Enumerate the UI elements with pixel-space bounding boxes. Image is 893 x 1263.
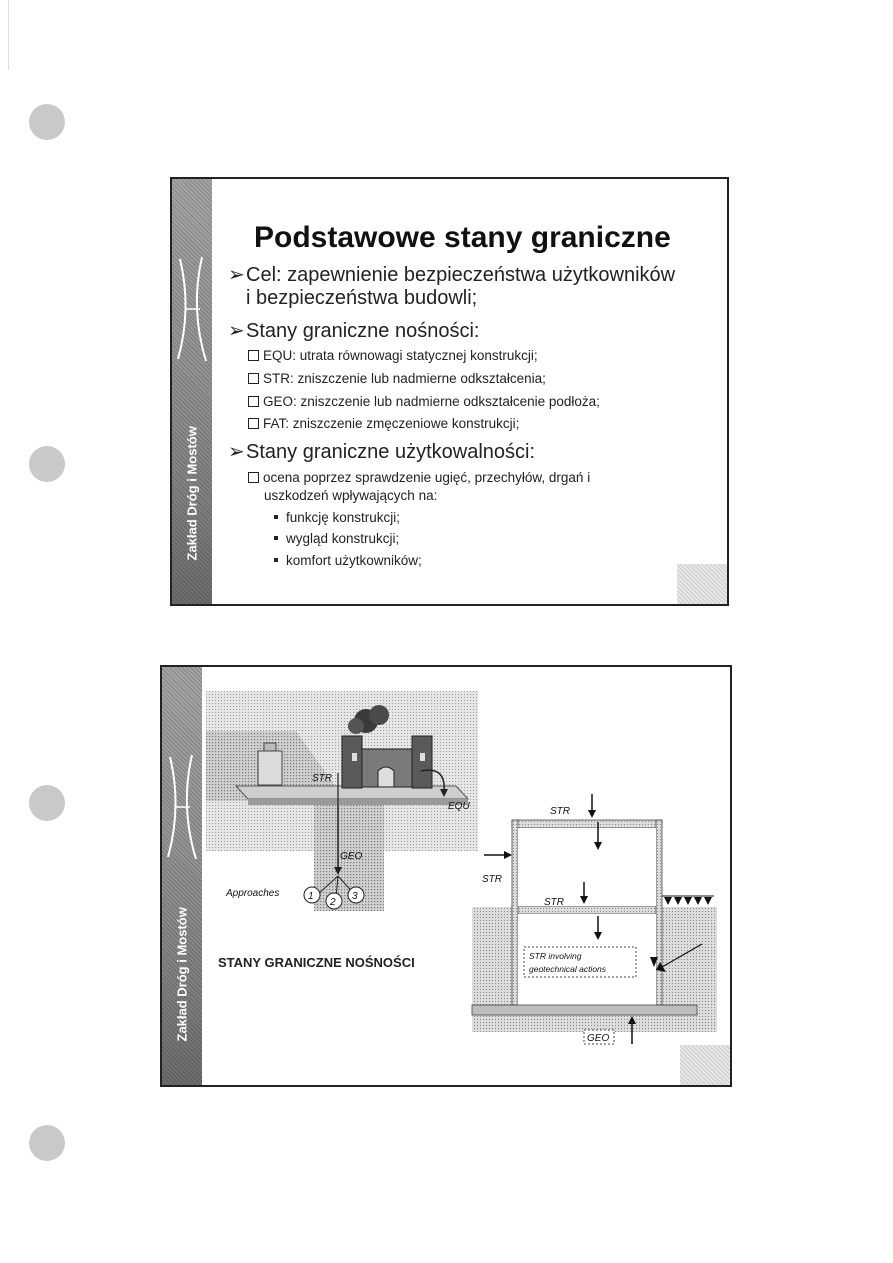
label-str-involving: STR involving bbox=[529, 951, 582, 961]
label-str-left: STR bbox=[482, 874, 502, 885]
upper-room bbox=[518, 828, 656, 906]
sls-item-cont: uszkodzeń wpływających na: bbox=[264, 488, 438, 503]
sls-sub-appearance: wygląd konstrukcji; bbox=[274, 531, 399, 546]
uls-item-fat: FAT: zniszczenie zmęczeniowe konstrukcji; bbox=[248, 416, 519, 431]
checkbox-bullet-icon bbox=[248, 472, 259, 483]
label-approaches: Approaches bbox=[226, 888, 280, 899]
label-approach-3: 3 bbox=[352, 891, 358, 902]
bullet-goal-cont: i bezpieczeństwa budowli; bbox=[246, 287, 478, 309]
equilibrium-illustration bbox=[206, 691, 486, 921]
slide-limit-states bbox=[170, 177, 729, 606]
slide-uls-diagram bbox=[160, 665, 732, 1087]
square-bullet-icon bbox=[274, 558, 278, 562]
bullet-sls: ➢Stany graniczne użytkowalności: bbox=[228, 441, 536, 463]
building-frame-diagram bbox=[462, 782, 717, 1052]
label-geotechnical-actions: geotechnical actions bbox=[529, 964, 607, 974]
punch-hole bbox=[29, 446, 65, 482]
sls-item: ocena poprzez sprawdzenie ugięć, przechyłów, drgań i bbox=[248, 470, 590, 485]
weight-block bbox=[258, 751, 282, 785]
label-str: STR bbox=[312, 773, 332, 784]
surcharge-load-icon bbox=[662, 896, 714, 905]
bullet-uls: ➢Stany graniczne nośności: bbox=[228, 320, 480, 342]
punch-hole bbox=[29, 104, 65, 140]
weight-handle bbox=[264, 743, 276, 751]
scan-edge-line bbox=[8, 0, 9, 70]
label-geo-bottom: GEO bbox=[587, 1033, 610, 1044]
slide-title: Podstawowe stany graniczne bbox=[254, 221, 671, 254]
arrow-bullet-icon: ➢ bbox=[228, 441, 245, 463]
checkbox-bullet-icon bbox=[248, 418, 259, 429]
label-geo: GEO bbox=[340, 851, 363, 862]
arrow-bullet-icon: ➢ bbox=[228, 264, 245, 286]
checkbox-bullet-icon bbox=[248, 373, 259, 384]
uls-item-geo: GEO: zniszczenie lub nadmierne odkształcenie podłoża; bbox=[248, 394, 600, 409]
slide-sidebar bbox=[172, 179, 212, 604]
str-top-arrow-head bbox=[588, 810, 596, 818]
slide-corner-pattern bbox=[677, 564, 727, 604]
label-str-mid: STR bbox=[544, 897, 564, 908]
label-approach-2: 2 bbox=[330, 897, 336, 908]
uls-item-str: STR: zniszczenie lub nadmierne odkształcenia; bbox=[248, 371, 546, 386]
label-str-top: STR bbox=[550, 806, 570, 817]
uls-item-equ: EQU: utrata równowagi statycznej konstrukcji; bbox=[248, 348, 538, 363]
roof-slab bbox=[512, 820, 662, 828]
left-wall bbox=[512, 820, 518, 1005]
plank-edge bbox=[248, 799, 468, 805]
label-equ: EQU bbox=[448, 801, 470, 812]
wind-arrow-head bbox=[504, 851, 512, 859]
punch-hole bbox=[29, 1125, 65, 1161]
punch-hole bbox=[29, 785, 65, 821]
right-wall bbox=[656, 820, 662, 1005]
foundation-slab bbox=[472, 1005, 697, 1015]
bullet-goal: ➢Cel: zapewnienie bezpieczeństwa użytkowników bbox=[228, 264, 676, 286]
bridge-graphic-icon bbox=[162, 747, 202, 867]
arrow-bullet-icon: ➢ bbox=[228, 320, 245, 342]
slide-caption: STANY GRANICZNE NOŚNOŚCI bbox=[218, 955, 415, 970]
sls-sub-function: funkcję konstrukcji; bbox=[274, 510, 400, 525]
sidebar-label: Zakład Dróg i Mostów bbox=[184, 426, 200, 561]
label-approach-1: 1 bbox=[308, 891, 314, 902]
checkbox-bullet-icon bbox=[248, 396, 259, 407]
slide-sidebar bbox=[162, 667, 202, 1085]
square-bullet-icon bbox=[274, 536, 278, 540]
bridge-graphic-icon bbox=[172, 249, 212, 369]
checkbox-bullet-icon bbox=[248, 350, 259, 361]
square-bullet-icon bbox=[274, 515, 278, 519]
sls-sub-comfort: komfort użytkowników; bbox=[274, 553, 422, 568]
floor-slab bbox=[512, 906, 662, 914]
sidebar-label: Zakład Dróg i Mostów bbox=[174, 907, 190, 1042]
